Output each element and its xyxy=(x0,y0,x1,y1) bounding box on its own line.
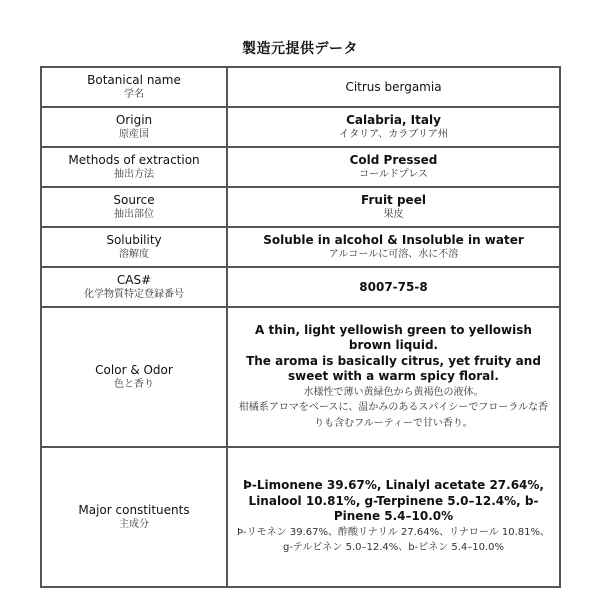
label-en: Solubility xyxy=(106,232,162,247)
value-jp: Þ-リモネン 39.67%、酢酸リナリル 27.64%、リナロール 10.81%、g-テルピネン 5.0–12.4%、b-ピネン 5.4–10.0% xyxy=(237,526,550,554)
value-jp: イタリア、カラブリア州 xyxy=(339,128,448,140)
label-en: CAS# xyxy=(116,272,152,287)
value-en: Citrus bergamia xyxy=(345,79,442,94)
label-en: Color & Odor xyxy=(95,362,173,377)
row-label xyxy=(41,107,227,147)
value-jp: アルコールに可溶、水に不溶 xyxy=(328,248,459,260)
row-label xyxy=(41,227,227,267)
table-row-color-odor xyxy=(41,307,560,447)
value-jp-line: 柑橘系アロマをベースに、温かみのあるスパイシーでフローラルな香りも含むフルーティーで甘い香り。 xyxy=(238,402,549,429)
label-en: Origin xyxy=(115,112,153,127)
row-label xyxy=(41,267,227,307)
table-row-origin xyxy=(41,107,560,147)
table-row-major-constituents xyxy=(41,447,560,587)
value-jp-line: 水様性で薄い黄緑色から黄褐色の液体。 xyxy=(303,386,484,398)
label-en: Source xyxy=(113,192,155,207)
row-value xyxy=(227,147,560,187)
row-label xyxy=(41,307,227,447)
row-value xyxy=(227,267,560,307)
label-jp: 原産国 xyxy=(119,128,149,140)
row-value xyxy=(227,307,560,447)
row-label xyxy=(41,67,227,107)
row-label xyxy=(41,447,227,587)
label-en: Major constituents xyxy=(78,502,190,517)
value-en: 8007-75-8 xyxy=(359,279,428,294)
label-jp: 色と香り xyxy=(114,378,154,390)
row-label xyxy=(41,187,227,227)
table-row-methods-of-extraction xyxy=(41,147,560,187)
row-value xyxy=(227,107,560,147)
row-value xyxy=(227,187,560,227)
value-en: Cold Pressed xyxy=(349,152,438,167)
row-label xyxy=(41,147,227,187)
value-en: Calabria, Italy xyxy=(346,112,441,127)
value-en-line: A thin, light yellowish green to yellowish brown liquid. xyxy=(255,322,532,353)
value-en: Soluble in alcohol & Insoluble in water xyxy=(263,232,524,247)
value-en: Fruit peel xyxy=(361,192,426,207)
table-row-solubility xyxy=(41,227,560,267)
value-jp: 果皮 xyxy=(383,208,404,220)
table-row-source xyxy=(41,187,560,227)
label-en: Botanical name xyxy=(87,72,181,87)
label-en: Methods of extraction xyxy=(68,152,200,167)
value-en: Þ-Limonene 39.67%, Linalyl acetate 27.64%, Linalool 10.81%, g-Terpinene 5.0–12.4%, b-Pinene 5.4–10.0% xyxy=(242,478,544,524)
label-jp: 主成分 xyxy=(119,518,149,530)
value-jp: コールドプレス xyxy=(359,168,428,180)
label-jp: 学名 xyxy=(124,88,144,100)
label-jp: 溶解度 xyxy=(119,248,149,260)
row-value xyxy=(227,447,560,587)
row-value xyxy=(227,227,560,267)
value-en-line: The aroma is basically citrus, yet fruity and sweet with a warm spicy floral. xyxy=(246,353,541,384)
spec-table xyxy=(40,66,561,588)
table-row-cas-number xyxy=(41,267,560,307)
row-value xyxy=(227,67,560,107)
label-jp: 抽出部位 xyxy=(114,208,154,220)
label-jp: 抽出方法 xyxy=(114,168,154,180)
table-row-botanical-name xyxy=(41,67,560,107)
label-jp: 化学物質特定登録番号 xyxy=(84,288,184,300)
page-title: 製造元提供データ xyxy=(242,41,358,57)
